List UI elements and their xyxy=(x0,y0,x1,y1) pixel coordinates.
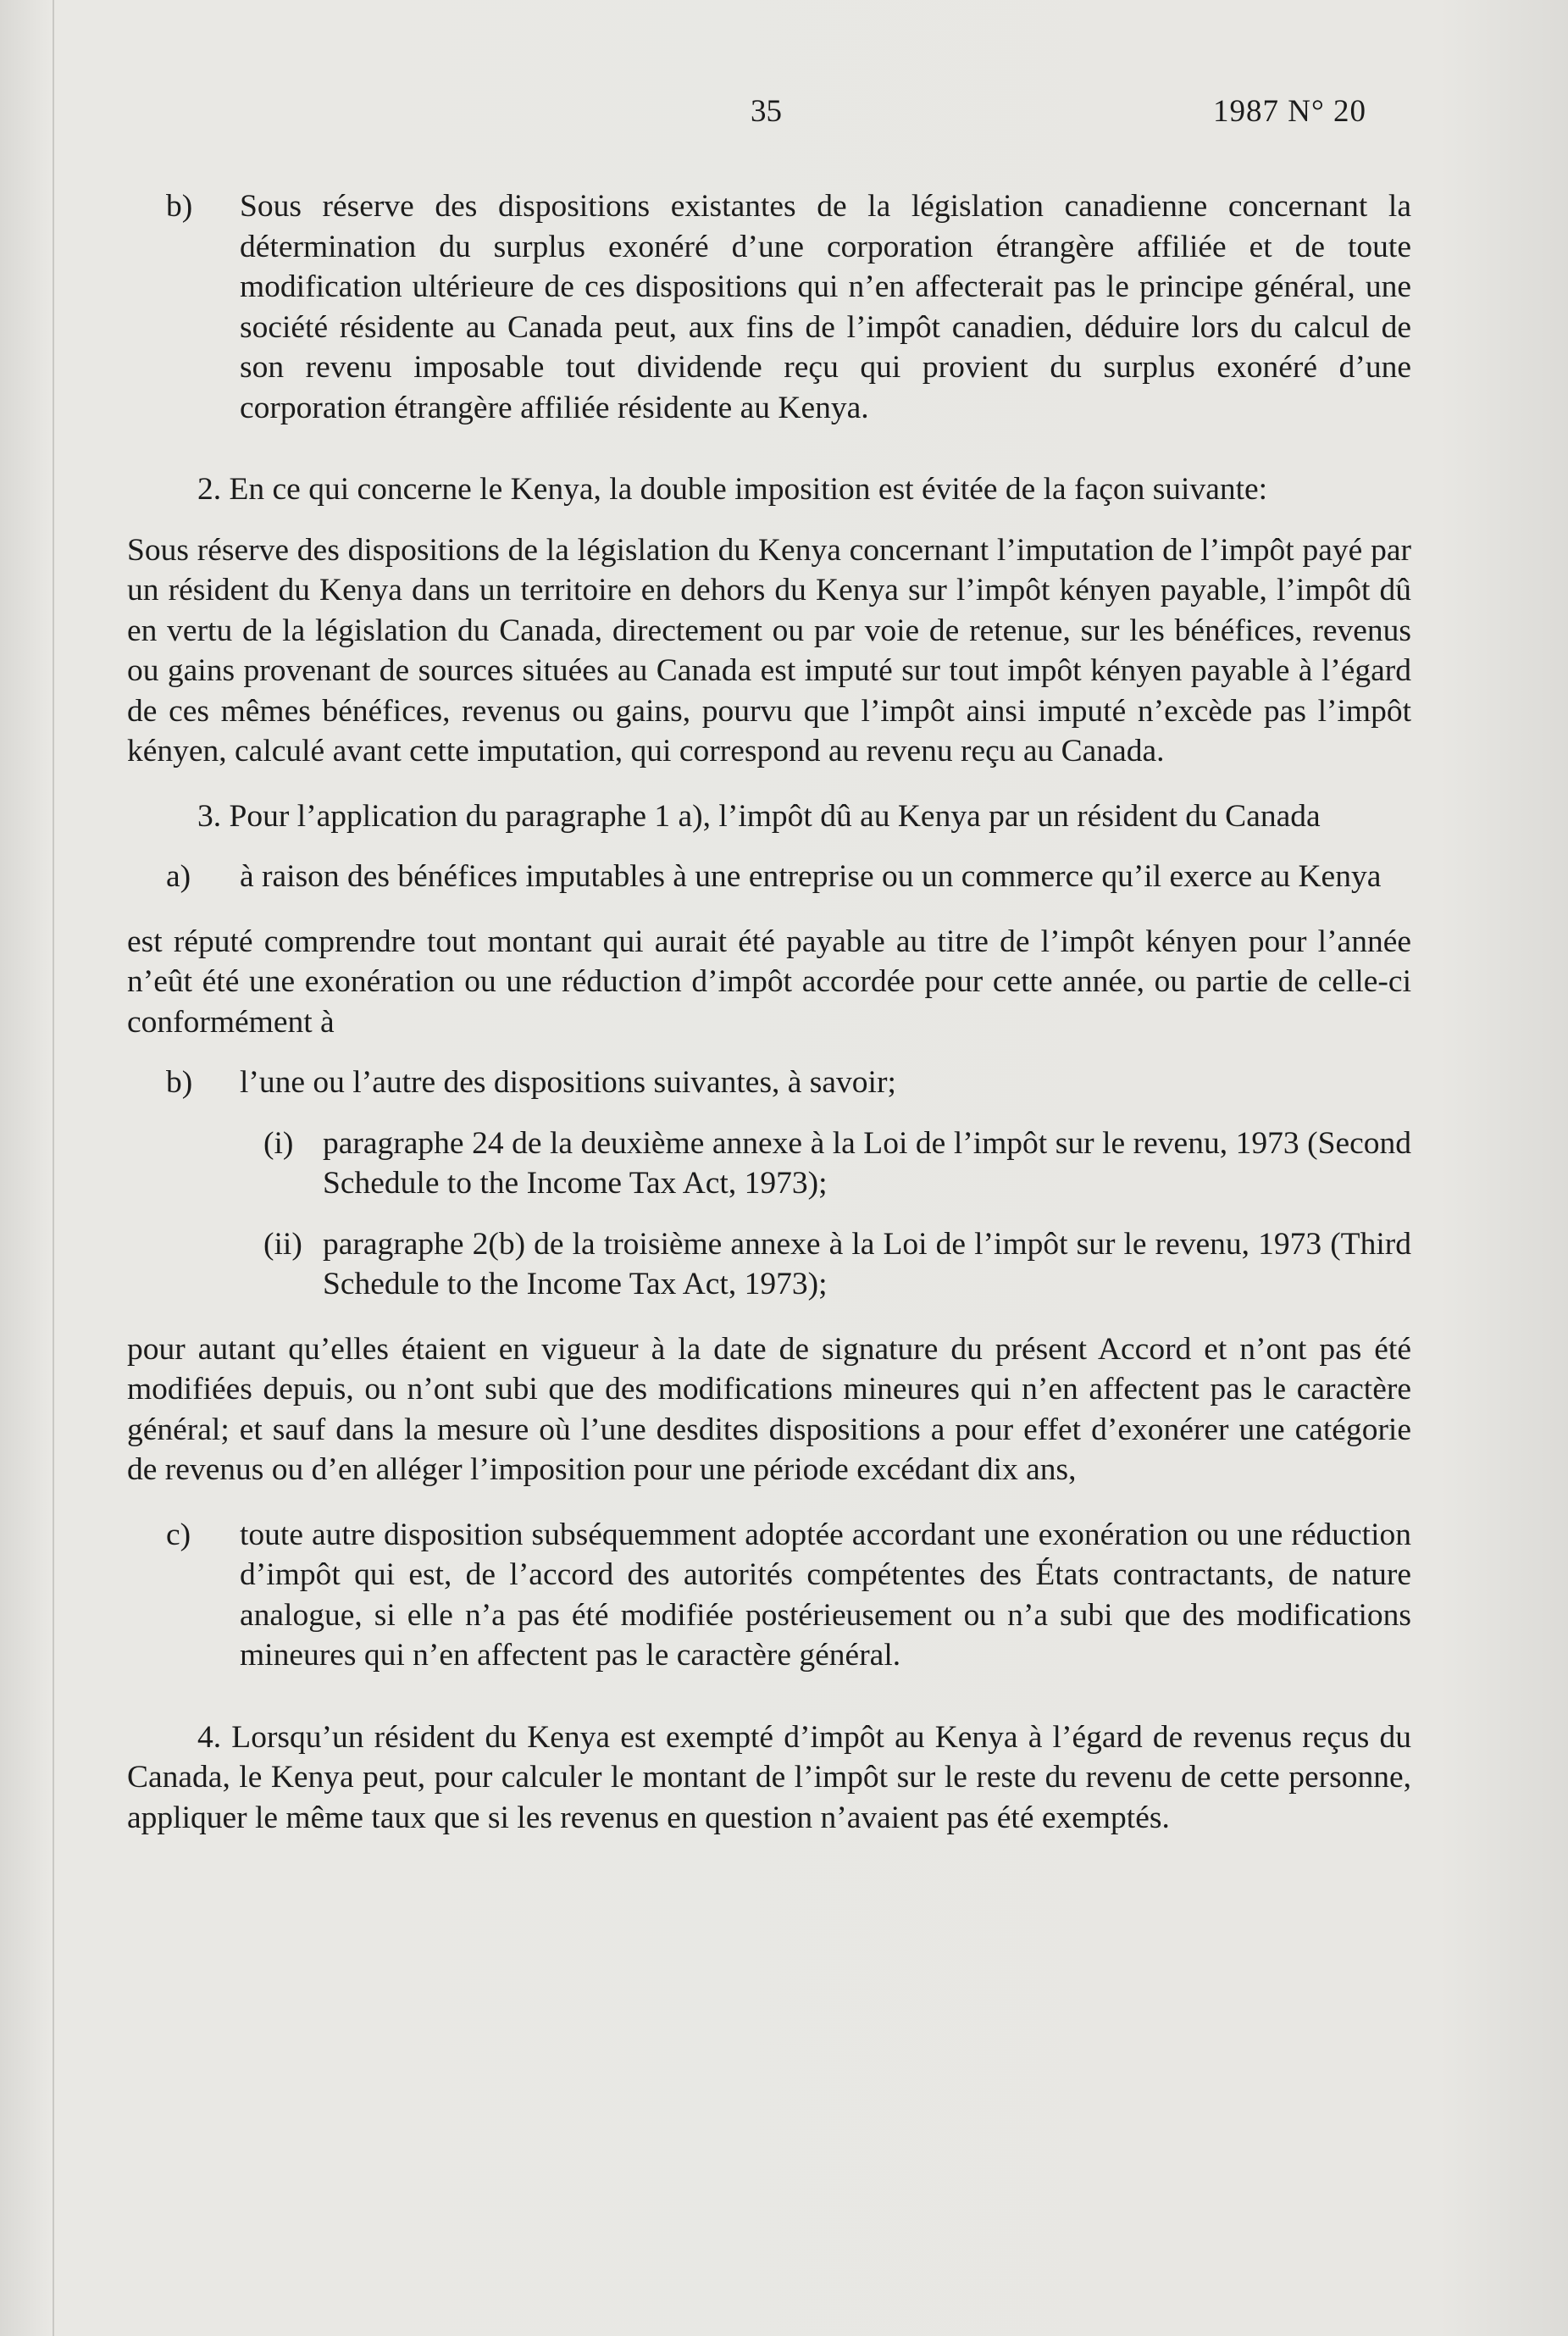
clause-label: c) xyxy=(166,1517,191,1552)
sub-clause-text: paragraphe 2(b) de la troisième annexe à la Loi de l’impôt sur le revenu, 1973 (Third Schedule to the Income Tax Act, 1973); xyxy=(323,1226,1411,1301)
clause-text: l’une ou l’autre des dispositions suivantes, à savoir; xyxy=(240,1065,896,1100)
page-header xyxy=(0,93,1568,144)
clause-1b xyxy=(127,186,1411,428)
sub-clause-text: paragraphe 24 de la deuxième annexe à la Loi de l’impôt sur le revenu, 1973 (Second Schedule to the Income Tax Act, 1973); xyxy=(323,1125,1411,1201)
paragraph-3-intro: 3. Pour l’application du paragraphe 1 a), l’impôt dû au Kenya par un résident du Canada xyxy=(197,798,1321,834)
clause-text: Sous réserve des dispositions existantes de la législation canadienne concernant la détermination du surplus exonéré d’une corporation étrangère affiliée et de toute modification ultérieure de ces dispositions qui n’en affecterait pas le principe général, une société résidente au Canada peut, aux fins de l’impôt canadien, déduire lors du calcul de son revenu imposable tout dividende reçu qui provient du surplus exonéré d’une corporation étrangère affiliée résidente au Kenya. xyxy=(240,189,1411,425)
sub-clause-label: (i) xyxy=(263,1125,294,1161)
clause-label: b) xyxy=(166,1065,193,1100)
clause-label: a) xyxy=(166,859,191,894)
clause-text: à raison des bénéfices imputables à une entreprise ou un commerce qu’il exerce au Kenya xyxy=(240,859,1382,894)
clause-3a xyxy=(127,857,1411,897)
page-number: 35 xyxy=(751,94,782,129)
clause-3b-i xyxy=(127,1124,1411,1204)
paragraph-2-intro: 2. En ce qui concerne le Kenya, la double imposition est évitée de la façon suivante: xyxy=(197,472,1268,507)
paragraph-4: 4. Lorsqu’un résident du Kenya est exempté d’impôt au Kenya à l’égard de revenus reçus du Canada, le Kenya peut, pour calculer le montant de l’impôt sur le reste du revenu de cette personne, appliquer le même taux que si les revenus en question n’avaient pas été exemptés. xyxy=(127,1719,1411,1835)
clause-3b-ii xyxy=(127,1224,1411,1305)
paragraph-2-body: Sous réserve des dispositions de la législation du Kenya concernant l’imputation de l’impôt payé par un résident du Kenya dans un territoire en dehors du Kenya sur l’impôt kényen payable, l’impôt dû en vertu de la législation du Canada, directement ou par voie de retenue, sur les bénéfices, revenus ou gains provenant de sources situées au Canada est imputé sur tout impôt kényen payable à l’égard de ces mêmes bénéfices, revenus ou gains, pourvu que l’impôt ainsi imputé n’excède pas l’impôt kényen, calculé avant cette imputation, qui correspond au revenu reçu au Canada. xyxy=(127,532,1411,768)
law-reference: 1987 N° 20 xyxy=(1213,94,1367,129)
sub-clause-label: (ii) xyxy=(263,1226,302,1262)
paragraph-3-middle: est réputé comprendre tout montant qui aurait été payable au titre de l’impôt kényen pour l’année n’eût été une exonération ou une réduction d’impôt accordée pour cette année, ou partie de celle-ci conformément à xyxy=(127,924,1411,1040)
clause-label: b) xyxy=(166,189,193,224)
clause-3b xyxy=(127,1063,1411,1103)
paragraph-3-after: pour autant qu’elles étaient en vigueur à la date de signature du présent Accord et n’ont pas été modifiées depuis, ou n’ont subi que des modifications mineures qui n’en affectent pas le caractère général; et sauf dans la mesure où l’une desdites dispositions a pour effet d’exonérer une catégorie de revenus ou d’en alléger l’imposition pour une période excédant dix ans, xyxy=(127,1331,1411,1487)
page-gutter-shadow xyxy=(53,0,54,2336)
clause-3c xyxy=(127,1515,1411,1676)
clause-text: toute autre disposition subséquemment adoptée accordant une exonération ou une réduction d’impôt qui est, de l’accord des autorités compétentes des États contractants, de nature analogue, si elle n’a pas été modifiée postérieusement ou n’a subi que des modifications mineures qui n’en affectent pas le caractère général. xyxy=(240,1517,1411,1673)
document-body xyxy=(127,186,1411,1838)
